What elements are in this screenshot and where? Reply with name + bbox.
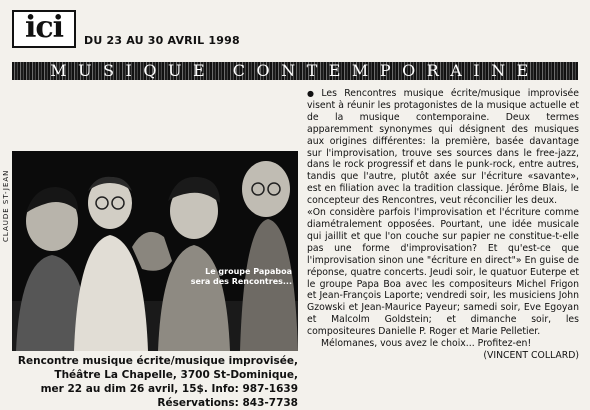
event-info-line2: Théâtre La Chapelle, 3700 St-Dominique, xyxy=(54,369,298,381)
band-photo-illustration xyxy=(12,151,298,351)
band-photo xyxy=(12,151,298,351)
event-info-line3: mer 22 au dim 26 avril, 15$. Info: 987-1639 xyxy=(40,383,298,395)
photo-credit: CLAUDE ST-JEAN xyxy=(2,169,10,242)
article-paragraph-2: «On considère parfois l'improvisation et l'écriture comme diamétralement opposées. Pourtant, une idée musicale qui jaillit et que l'on couche sur papier ne constitue-t-elle pas une forme d'improvisation? Et qu'est-ce que l'improvisation sinon une "écriture en direct"» En guise de réponse, quatre concerts. Jeudi soir, le quatuor Euterpe et le groupe Papa Boa avec les compositeurs Michel Frigon et Jean-François Laporte; vendredi soir, les musiciens John Gzowski et Jean-Maurice Payeur; samedi soir, Eve Egoyan et Malcolm Goldstein; et dimanche soir, les compositeures Danielle P. Roger et Marie Pelletier. xyxy=(307,207,579,338)
article-paragraph-1 xyxy=(307,88,579,207)
event-info xyxy=(12,354,298,410)
photo-caption xyxy=(191,267,292,287)
photo-caption-line2: sera des Rencontres... xyxy=(190,277,292,286)
photo-caption-line1: Le groupe Papaboa xyxy=(205,267,292,276)
section-banner xyxy=(12,62,578,80)
section-title: MUSIQUE CONTEMPORAINE xyxy=(50,61,540,80)
article-paragraph-3: Mélomanes, vous avez le choix... Profitez-en! xyxy=(321,338,532,350)
issue-date: DU 23 AU 30 AVRIL 1998 xyxy=(84,34,240,47)
article-paragraph-1-text: Les Rencontres musique écrite/musique improvisée visent à réunir les protagonistes de la musique actuelle et de la musique contemporaine. Deux termes apparemment synonymes qui désignent des musiques aux origines différentes: la première, basée davantage sur l'improvisation, trouve ses sources dans le free-jazz, dans le rock progressif et dans le punk-rock, entre autres, tandis que l'autre, plutôt axée sur l'écriture «savante», est en filiation avec la tradition classique. Jérôme Blais, le concepteur des Rencontres, veut réconcilier les deux. xyxy=(307,88,579,207)
ici-logo: ici xyxy=(12,10,76,48)
event-info-line1: Rencontre musique écrite/musique improvisée, xyxy=(17,355,298,367)
article-signature: (VINCENT COLLARD) xyxy=(483,349,579,361)
article-body xyxy=(307,88,579,362)
event-info-line4: Réservations: 843-7738 xyxy=(157,397,298,409)
bullet-icon: ● xyxy=(307,89,319,98)
